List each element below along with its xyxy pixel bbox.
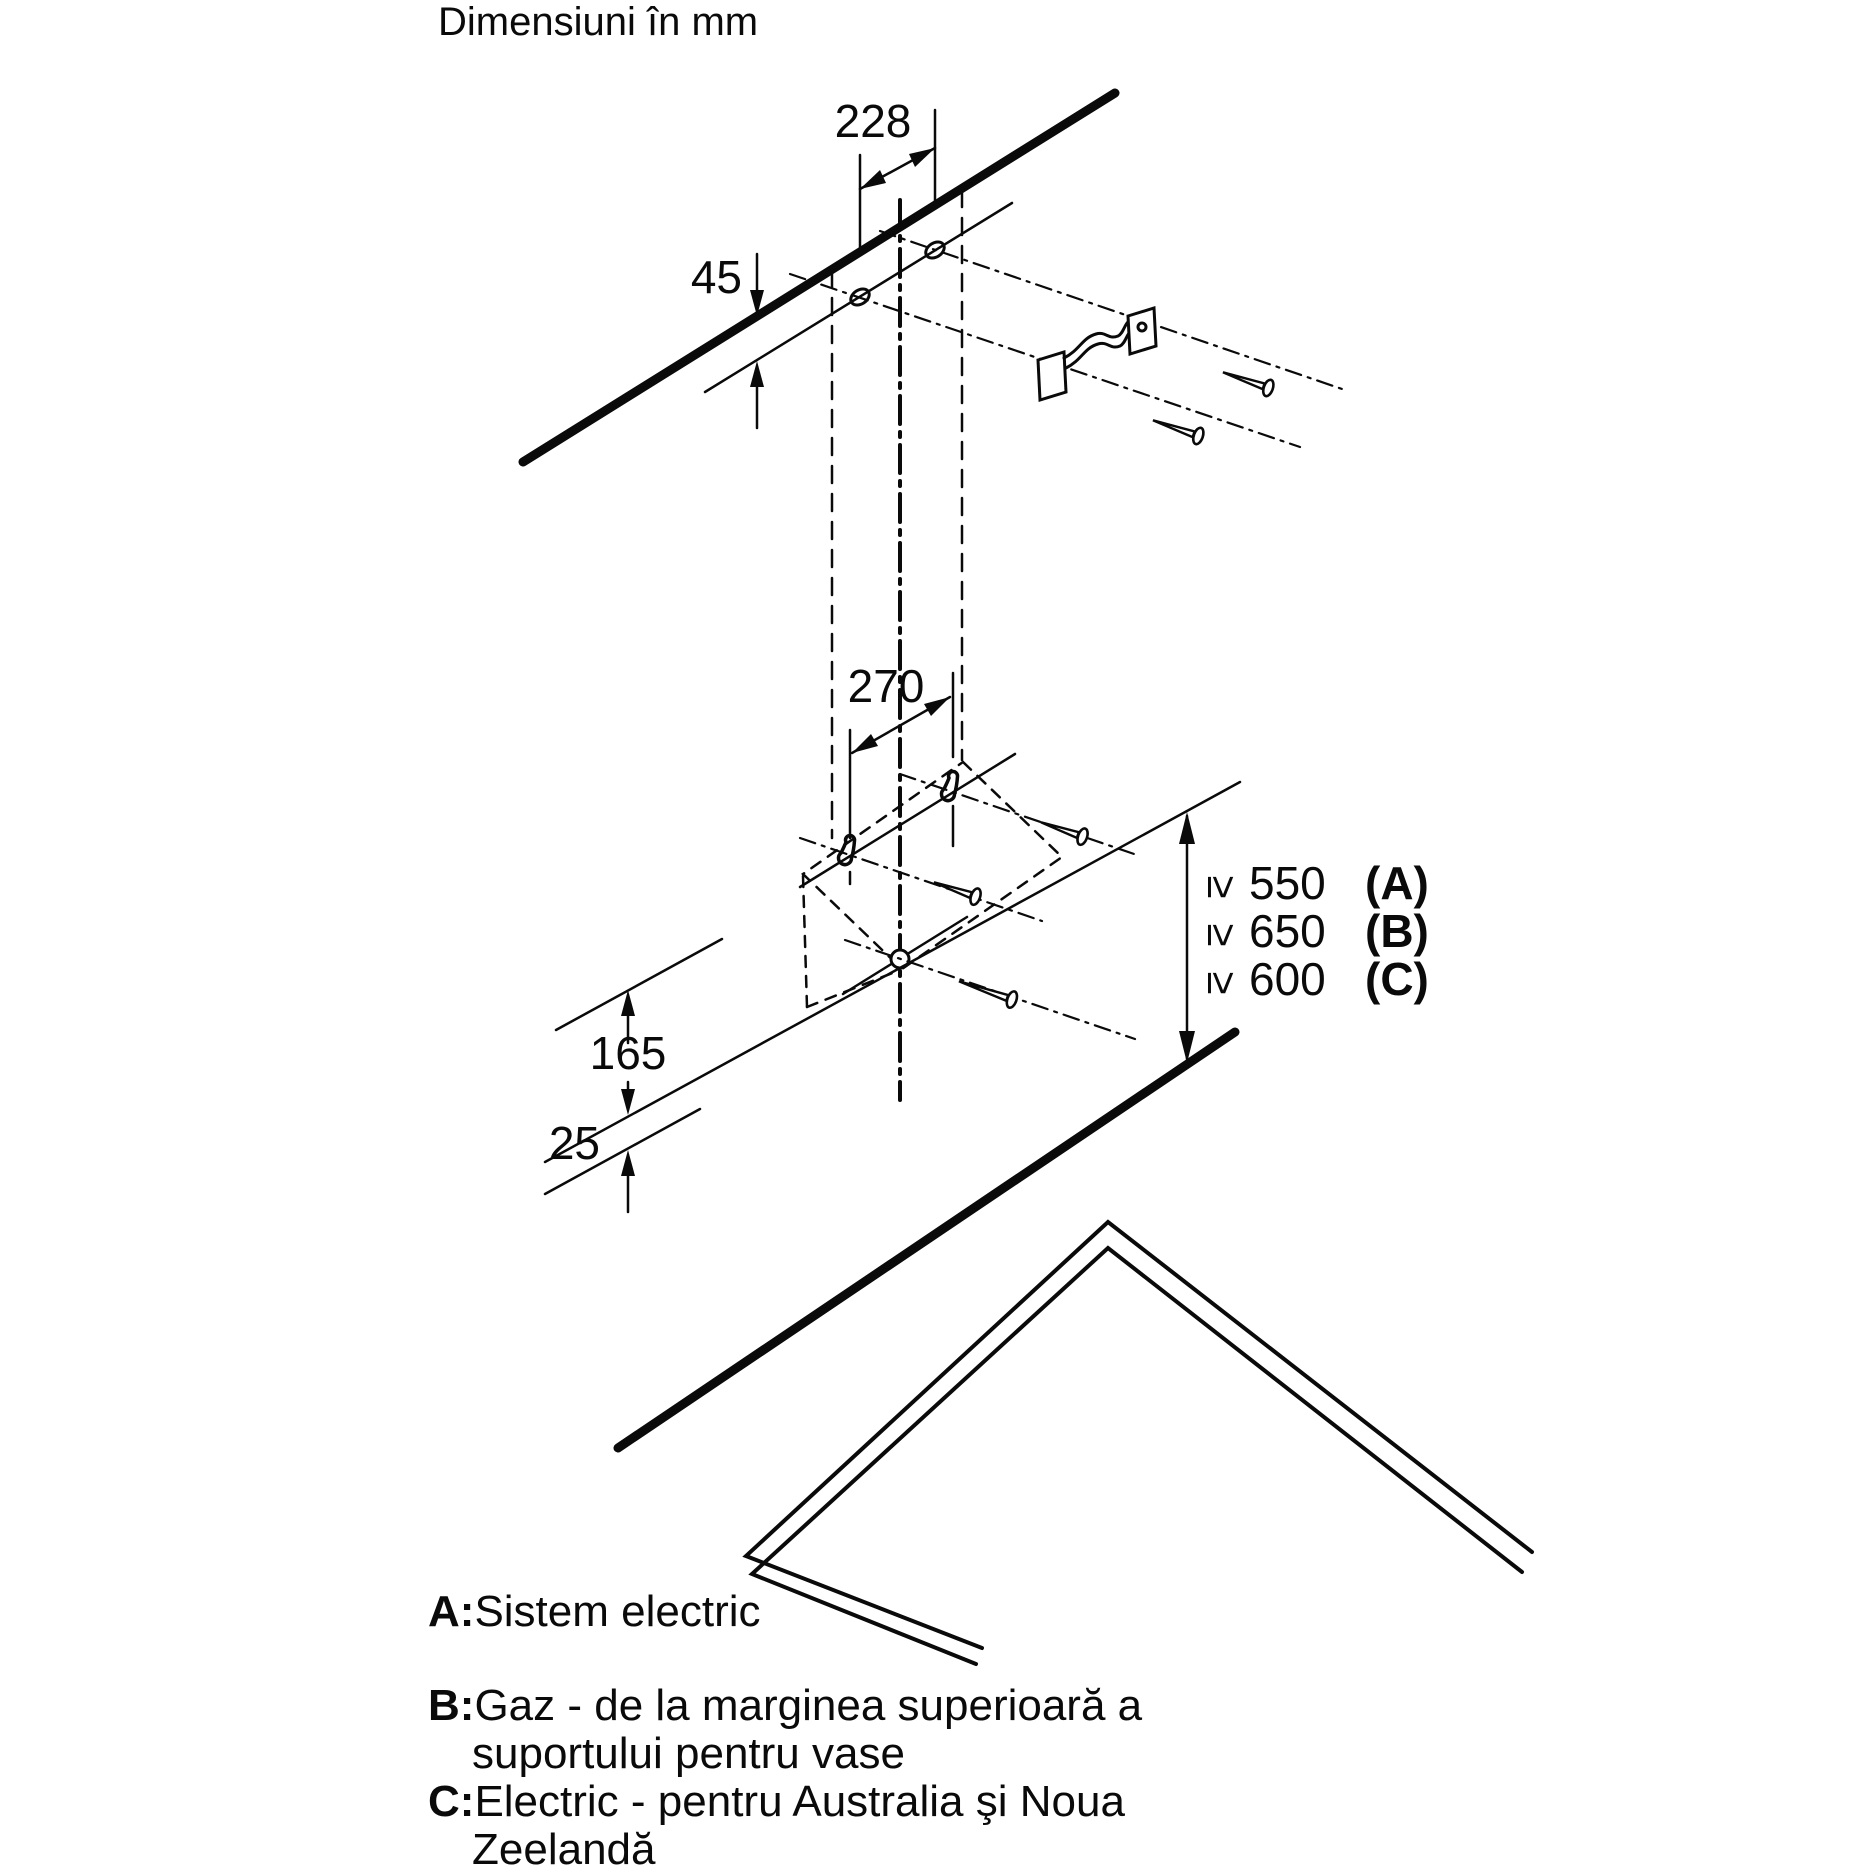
- dim-25-label: 25: [548, 1117, 600, 1169]
- screw-icon-5: [956, 973, 1019, 1009]
- dim-45-lines: [750, 254, 764, 428]
- dim-45-label: 45: [690, 251, 742, 303]
- legend-item-c: [428, 1778, 1528, 1872]
- legend-key: C:: [428, 1777, 475, 1826]
- greater-equal-icon: ≥: [1198, 923, 1246, 947]
- clearance-label: (B): [1365, 905, 1429, 957]
- wall-bottom-line: [618, 1032, 1235, 1448]
- clearance-row-b: [1198, 905, 1429, 957]
- legend-text: Electric - pentru Australia şi Noua: [474, 1777, 1125, 1826]
- leader-line-top-right: [880, 231, 1345, 390]
- clearance-label: (C): [1365, 953, 1429, 1005]
- legend-text-line2: suportului pentru vase: [472, 1729, 905, 1778]
- screw-icon-2: [1150, 412, 1205, 445]
- leader-line-mid-right: [900, 774, 1140, 856]
- dim-228-label: 228: [834, 95, 912, 147]
- legend-key: A:: [428, 1587, 475, 1636]
- legend-item-b: [428, 1682, 1528, 1778]
- bracket-icon: [1038, 308, 1156, 400]
- page-title: Dimensiuni în mm: [438, 0, 759, 44]
- clearance-label: (A): [1365, 857, 1429, 909]
- dim-25-lines: [621, 1150, 635, 1212]
- legend-key: B:: [428, 1681, 475, 1730]
- screw-icon-4: [931, 874, 982, 906]
- height-dimension-arrow: [1179, 812, 1195, 1063]
- greater-equal-icon: ≥: [1198, 875, 1246, 899]
- dim-270-label: 270: [847, 660, 925, 712]
- clearance-row-c: [1198, 953, 1429, 1005]
- wall-top-line: [523, 93, 1115, 462]
- legend-text-line2: Zeelandă: [472, 1825, 656, 1872]
- clearance-table: [1198, 857, 1429, 1005]
- hood-bottom-back-line: [556, 939, 722, 1030]
- legend-text: Sistem electric: [474, 1587, 761, 1636]
- clearance-value: 650: [1249, 905, 1326, 957]
- screw-icon-3: [1038, 814, 1089, 846]
- hood-bottom-long-line: [545, 782, 1240, 1162]
- greater-equal-icon: ≥: [1198, 971, 1246, 995]
- clearance-value: 600: [1249, 953, 1326, 1005]
- clearance-value: 550: [1249, 857, 1326, 909]
- legend-text: Gaz - de la marginea superioară a: [474, 1681, 1143, 1730]
- legend-item-a: [428, 1588, 1528, 1636]
- screw-icon-1: [1220, 364, 1275, 397]
- clearance-row-a: [1198, 857, 1429, 909]
- dim-165-label: 165: [589, 1027, 667, 1079]
- leader-line-mid-left: [800, 838, 1042, 921]
